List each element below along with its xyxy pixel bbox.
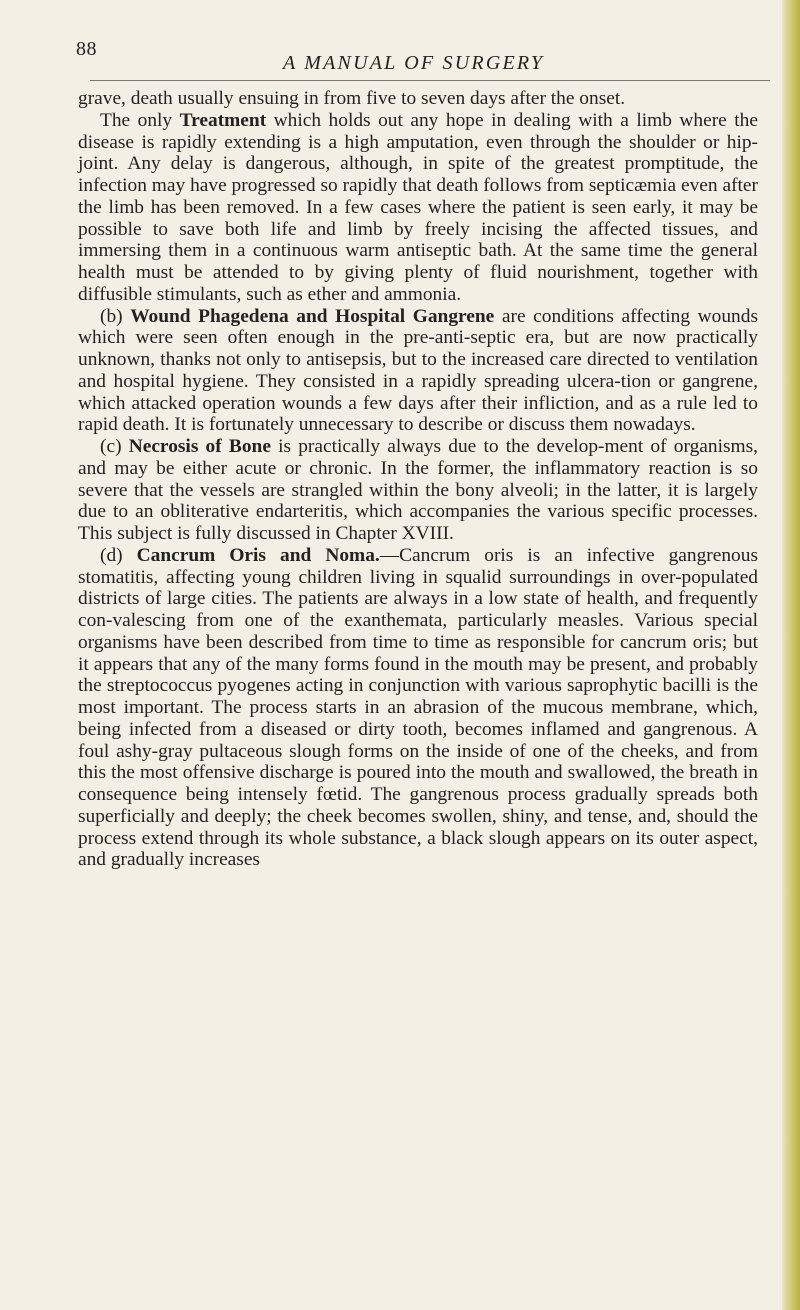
paragraph-necrosis-of-bone bbox=[78, 436, 758, 545]
paragraph-lead: (b) bbox=[100, 305, 131, 327]
paragraph-text: —Cancrum oris is an infective gangrenous stomatitis, affecting young children living in squalid surroundings in over-populated districts of large cities. The patients are always in a low state of health, and frequently con-valescing from one of the exanthemata, particularly measles. Various special organisms have been described from time to time as responsible for cancrum oris; but it appears that any of the many forms found in the mouth may be present, and probably the streptococcus pyogenes acting in conjunction with various saprophytic bacilli is the most important. The process starts in an abrasion of the mucous membrane, which, being infected from a diseased or dirty tooth, becomes inflamed and gangrenous. A foul ashy-gray pultaceous slough forms on the inside of one of the cheeks, and from this the most offensive discharge is poured into the mouth and swallowed, the breath in consequence being intensely fœtid. The gangrenous process gradually spreads both superficially and deeply; the cheek becomes swollen, shiny, and tense, and, should the process extend through its whole substance, a black slough appears on its outer aspect, and gradually increases bbox=[78, 544, 758, 871]
paragraph-treatment bbox=[78, 110, 758, 306]
header-rule bbox=[90, 80, 770, 81]
page-edge bbox=[782, 0, 800, 1310]
paragraph-heading: Treatment bbox=[179, 109, 267, 131]
paragraph-heading: Cancrum Oris and Noma. bbox=[136, 544, 380, 566]
paragraph-continuation bbox=[78, 88, 758, 110]
paragraph-cancrum-oris bbox=[78, 545, 758, 871]
paragraph-lead: The only bbox=[100, 109, 180, 131]
paragraph-heading: Necrosis of Bone bbox=[128, 436, 271, 457]
paragraph-lead: (d) bbox=[100, 544, 137, 566]
page-number: 88 bbox=[76, 38, 97, 60]
paragraph-text: are conditions affecting wounds which were seen often enough in the pre-anti-septic era, but are now practically unknown, thanks not only to antisepsis, but to the increased care directed to ventilation and hospital hygiene. They consisted in a rapidly spreading ulcera-tion or gangrene, which attacked operation wounds a few days after their infliction, and as a rule led to rapid death. It is fortunately unnecessary to describe or discuss them nowadays. bbox=[78, 305, 758, 436]
paragraph-lead: (c) bbox=[100, 436, 129, 457]
body-text bbox=[78, 88, 758, 871]
paragraph-text: grave, death usually ensuing in from five to seven days after the onset. bbox=[78, 88, 626, 109]
running-head: A MANUAL OF SURGERY bbox=[283, 52, 545, 74]
paragraph-text: which holds out any hope in dealing with a limb where the disease is rapidly extending is a high amputation, even through the shoulder or hip-joint. Any delay is dangerous, although, in spite of the greatest promptitude, the infection may have progressed so rapidly that death follows from septicæmia even after the limb has been removed. In a few cases where the patient is seen early, it may be possible to save both life and limb by freely incising the affected tissues, and immersing them in a continuous warm antiseptic bath. At the same time the general health must be attended to by giving plenty of fluid nourishment, together with diffusible stimulants, such as ether and ammonia. bbox=[78, 109, 758, 305]
paragraph-wound-phagedena bbox=[78, 306, 758, 437]
paragraph-heading: Wound Phagedena and Hospital Gangrene bbox=[130, 305, 495, 327]
paragraph-text: is practically always due to the develop-ment of organisms, and may be either acute or chronic. In the former, the inflammatory reaction is so severe that the vessels are strangled within the bony alveoli; in the latter, it is largely due to an obliterative endarteritis, which accompanies the various specific processes. This subject is fully discussed in Chapter XVIII. bbox=[78, 436, 758, 544]
